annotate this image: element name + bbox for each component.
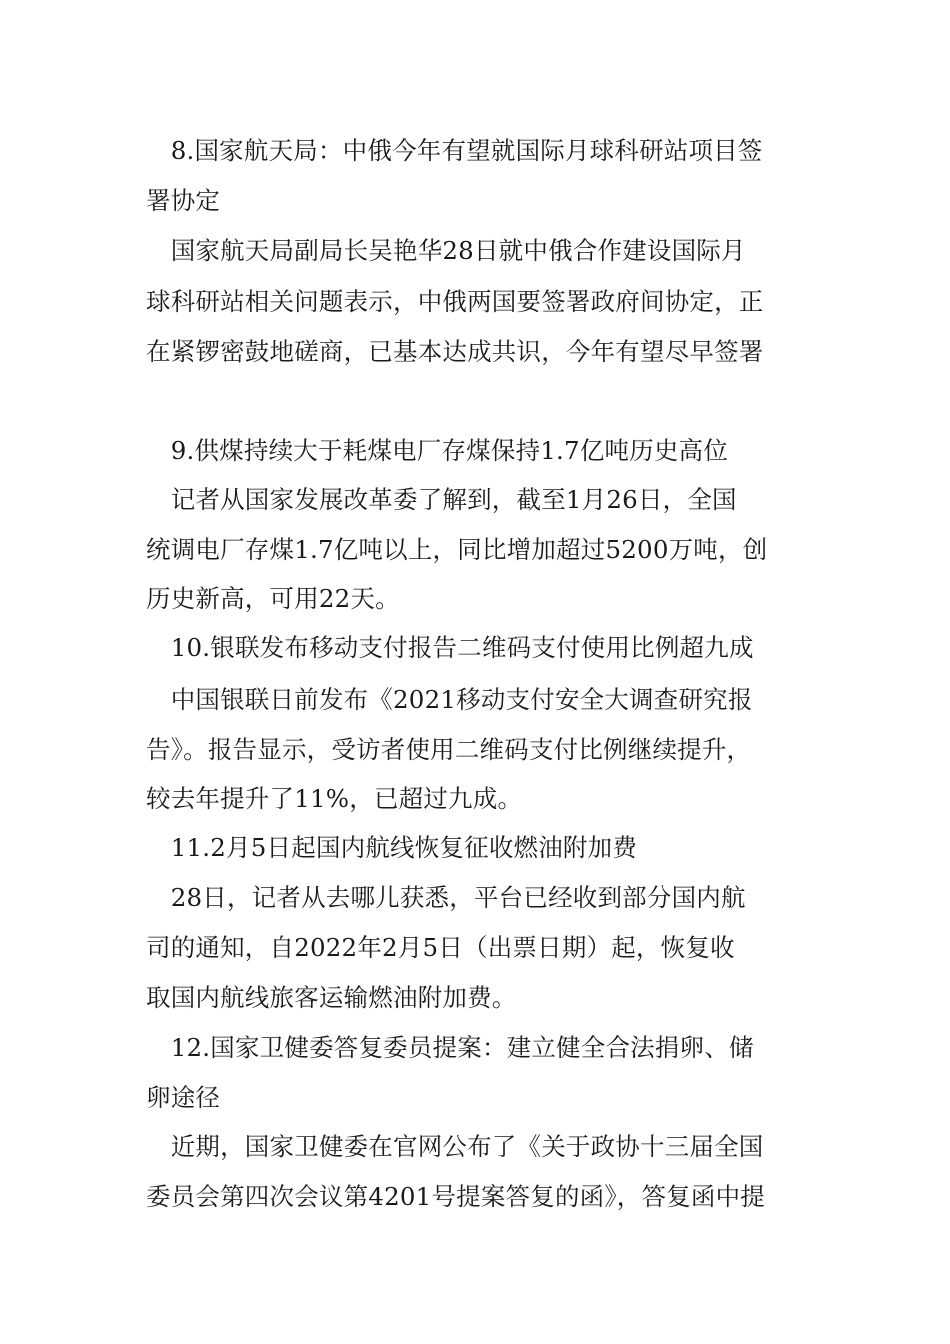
heading-11: 11.2月5日起国内航线恢复征收燃油附加费 [146, 833, 638, 862]
heading-8-line-2: 署协定 [146, 186, 221, 215]
paragraph-8-line-3: 在紧锣密鼓地磋商，已基本达成共识，今年有望尽早签署 [146, 337, 764, 366]
heading-8-line-1: 8.国家航天局：中俄今年有望就国际月球科研站项目签 [146, 136, 763, 165]
paragraph-12-line-2: 委员会第四次会议第4201号提案答复的函》，答复函中提 [146, 1182, 765, 1211]
paragraph-8-line-1: 国家航天局副局长吴艳华28日就中俄合作建设国际月 [146, 236, 746, 265]
paragraph-9-line-1: 记者从国家发展改革委了解到，截至1月26日，全国 [146, 485, 737, 514]
paragraph-8-line-2: 球科研站相关问题表示，中俄两国要签署政府间协定，正 [146, 287, 764, 316]
paragraph-11-line-2: 司的通知，自2022年2月5日（出票日期）起，恢复收 [146, 933, 735, 962]
paragraph-9-line-3: 历史新高，可用22天。 [146, 584, 400, 613]
heading-12-line-1: 12.国家卫健委答复委员提案：建立健全合法捐卵、储 [146, 1033, 754, 1062]
paragraph-12-line-1: 近期，国家卫健委在官网公布了《关于政协十三届全国 [146, 1132, 764, 1161]
paragraph-10-line-2: 告》。报告显示，受访者使用二维码支付比例继续提升， [146, 735, 752, 764]
paragraph-11-line-1: 28日，记者从去哪儿获悉，平台已经收到部分国内航 [146, 883, 746, 912]
heading-12-line-2: 卵途径 [146, 1083, 221, 1112]
paragraph-10-line-3: 较去年提升了11%，已超过九成。 [146, 784, 523, 813]
paragraph-10-line-1: 中国银联日前发布《2021移动支付安全大调查研究报 [146, 685, 753, 714]
paragraph-11-line-3: 取国内航线旅客运输燃油附加费。 [146, 983, 517, 1012]
heading-10: 10.银联发布移动支付报告二维码支付使用比例超九成 [146, 633, 754, 662]
heading-9: 9.供煤持续大于耗煤电厂存煤保持1.7亿吨历史高位 [146, 436, 729, 465]
paragraph-9-line-2: 统调电厂存煤1.7亿吨以上，同比增加超过5200万吨，创 [146, 535, 768, 564]
